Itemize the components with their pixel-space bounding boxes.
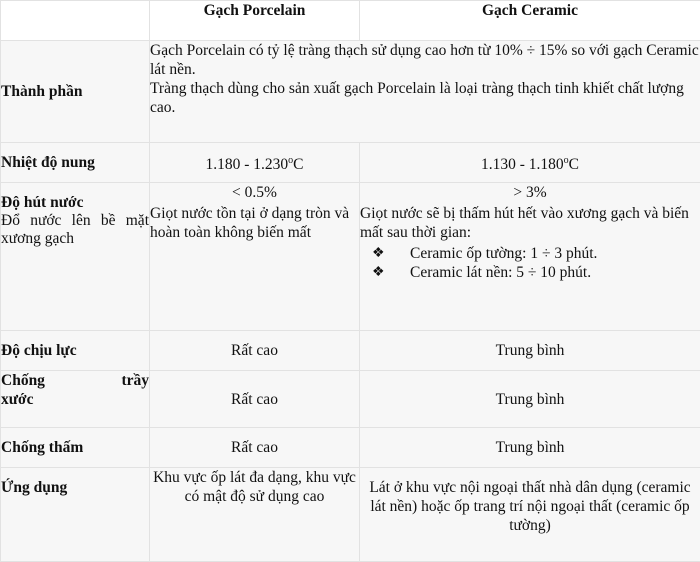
- temp-unit: C: [569, 156, 579, 173]
- row-scratch: [1, 371, 700, 428]
- porcelain-absorption: [150, 183, 360, 331]
- porcelain-absorption-desc: Giọt nước tồn tại ở dạng tròn và hoàn toàn không biến mất: [150, 204, 359, 242]
- temp-unit: C: [293, 156, 303, 173]
- header-ceramic: Gạch Ceramic: [360, 1, 700, 41]
- porcelain-application: Khu vực ốp lát đa dạng, khu vực có mật độ sử dụng cao: [150, 468, 360, 562]
- composition-line-1: Gạch Porcelain có tỷ lệ tràng thạch sử dụng cao hơn từ 10% ÷ 15% so với gạch Ceramic lát nền.: [150, 41, 700, 79]
- list-item: [372, 263, 700, 282]
- scratch-word-2: trầy: [121, 371, 149, 390]
- label-absorption-cell: [1, 183, 150, 331]
- label-absorption-sub: Đổ nước lên bề mặt xương gạch: [1, 212, 149, 248]
- ceramic-absorption-value: > 3%: [360, 183, 700, 202]
- header-blank-cell: [1, 1, 150, 41]
- row-strength: [1, 331, 700, 371]
- degree-sup: o: [564, 155, 569, 166]
- ceramic-firing-temp: [360, 143, 700, 183]
- label-absorption: Độ hút nước: [1, 193, 149, 212]
- composition-line-2: Tràng thạch dùng cho sản xuất gạch Porcelain là loại tràng thạch tinh khiết chất lượng cao.: [150, 79, 700, 117]
- row-absorption: [1, 183, 700, 331]
- ceramic-absorption-desc: Giọt nước sẽ bị thấm hút hết vào xương gạch và biến mất sau thời gian:: [360, 204, 700, 242]
- bullet-text: Ceramic ốp tường: 1 ÷ 3 phút.: [410, 245, 597, 262]
- porcelain-temp-value: 1.180 - 1.230: [205, 156, 288, 173]
- ceramic-waterproof: Trung bình: [360, 428, 700, 468]
- porcelain-scratch: Rất cao: [150, 371, 360, 428]
- porcelain-absorption-value: < 0.5%: [150, 183, 359, 202]
- ceramic-strength: Trung bình: [360, 331, 700, 371]
- diamond-bullet-icon: ❖: [372, 244, 385, 263]
- label-firing-temp: Nhiệt độ nung: [1, 143, 150, 183]
- row-composition: [1, 41, 700, 143]
- scratch-label-line-2: xước: [1, 390, 149, 409]
- row-application: [1, 468, 700, 562]
- ceramic-application: Lát ở khu vực nội ngoại thất nhà dân dụng (ceramic lát nền) hoặc ốp trang trí nội ngoại thất (ceramic ốp tường): [360, 468, 700, 562]
- scratch-label-line-1: [1, 371, 149, 390]
- label-strength: Độ chịu lực: [1, 331, 150, 371]
- label-waterproof: Chống thấm: [1, 428, 150, 468]
- degree-sup: o: [288, 155, 293, 166]
- header-row: [1, 1, 700, 41]
- scratch-word-1: Chống: [1, 371, 45, 390]
- label-scratch: [1, 371, 150, 428]
- ceramic-scratch: Trung bình: [360, 371, 700, 428]
- composition-text: [150, 41, 700, 143]
- bullet-text: Ceramic lát nền: 5 ÷ 10 phút.: [410, 264, 591, 281]
- label-composition: Thành phần: [1, 41, 150, 143]
- porcelain-waterproof: Rất cao: [150, 428, 360, 468]
- diamond-bullet-icon: ❖: [372, 263, 385, 282]
- porcelain-firing-temp: [150, 143, 360, 183]
- ceramic-absorption: [360, 183, 700, 331]
- porcelain-strength: Rất cao: [150, 331, 360, 371]
- label-application: Ứng dụng: [1, 468, 150, 562]
- list-item: [372, 244, 700, 263]
- ceramic-absorption-list: [360, 244, 700, 282]
- row-firing-temp: [1, 143, 700, 183]
- row-waterproof: [1, 428, 700, 468]
- header-porcelain: Gạch Porcelain: [150, 1, 360, 41]
- ceramic-temp-value: 1.130 - 1.180: [481, 156, 564, 173]
